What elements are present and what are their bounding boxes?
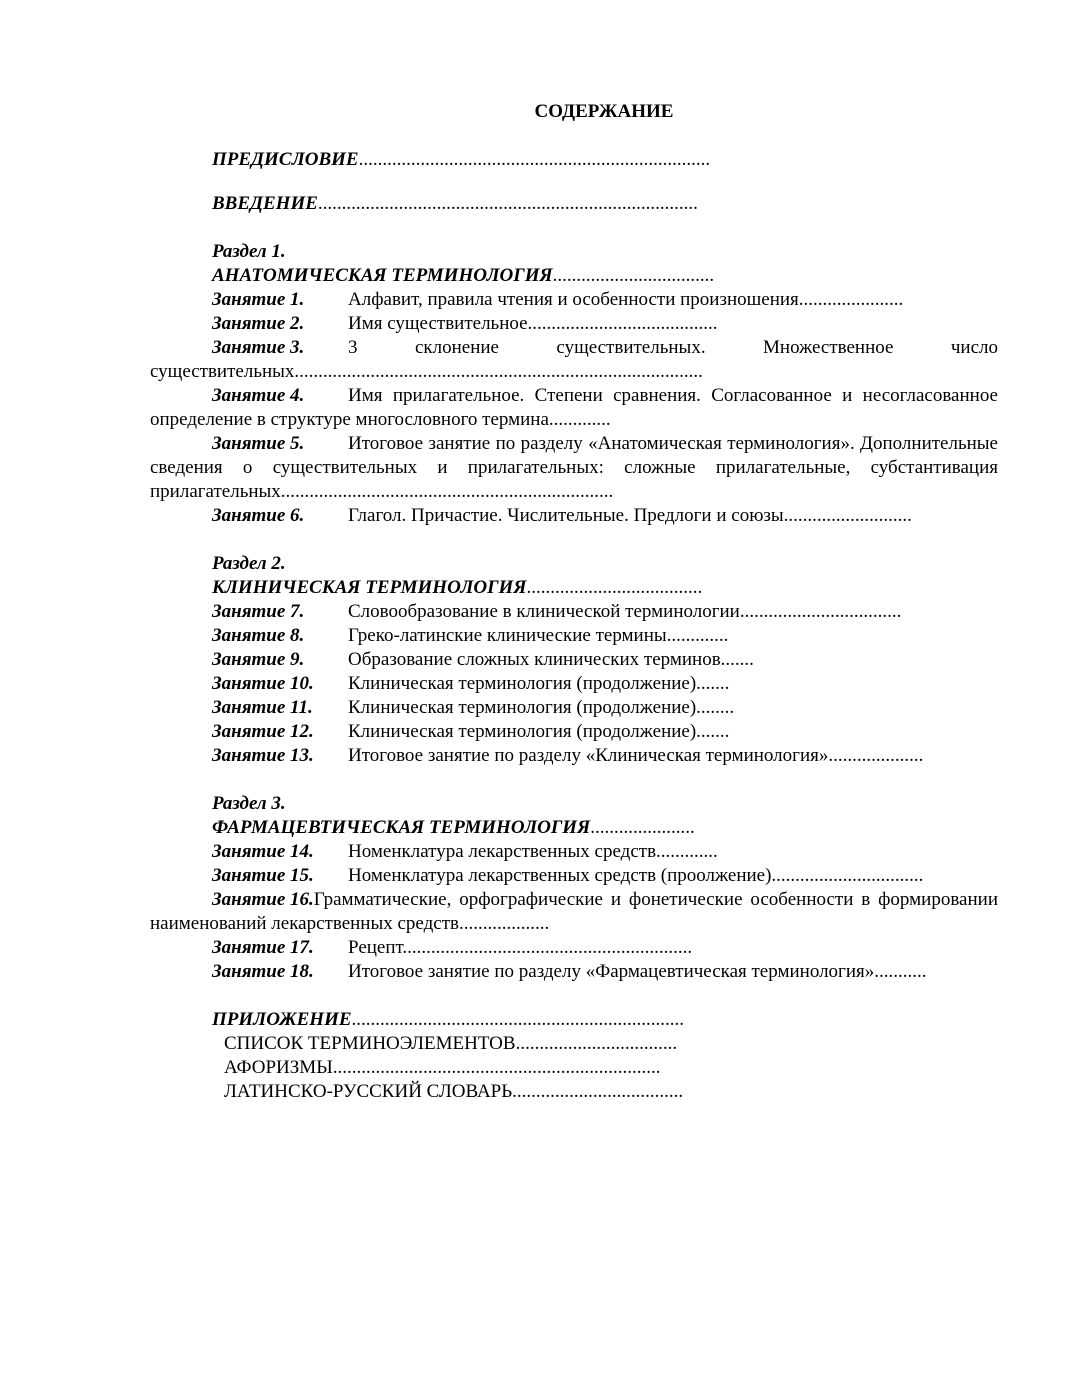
lesson-item [212, 744, 998, 768]
lesson-label: Занятие 8. [212, 625, 305, 646]
lesson-label: Занятие 7. [212, 601, 305, 622]
lesson-item [212, 696, 998, 720]
lesson-label: Занятие 4. [212, 385, 305, 406]
lesson-item [212, 720, 998, 744]
lesson-label: Занятие 5. [212, 433, 305, 454]
appendix-label: ПРИЛОЖЕНИЕ [212, 1009, 352, 1030]
lesson-label: Занятие 9. [212, 649, 305, 670]
section-title: ФАРМАЦЕВТИЧЕСКАЯ ТЕРМИНОЛОГИЯ [212, 817, 591, 838]
appendix-dots: ...................................................................... [351, 1009, 685, 1030]
lesson-item [212, 936, 998, 960]
table-of-contents [150, 148, 998, 1104]
lesson-text: Клиническая терминология (продолжение)....... [348, 673, 730, 694]
page-title: СОДЕРЖАНИЕ [534, 101, 674, 122]
lesson-item [150, 888, 998, 936]
lesson-item [212, 624, 998, 648]
lesson-label: Занятие 3. [212, 337, 305, 358]
lesson-text: 3 склонение существительных. Множественное число существительных...................................................................................... [150, 337, 998, 382]
section-title: АНАТОМИЧЕСКАЯ ТЕРМИНОЛОГИЯ [212, 265, 553, 286]
lesson-label: Занятие 16. [212, 889, 314, 910]
section-2 [150, 552, 998, 768]
section-label: Раздел 2. [212, 553, 286, 574]
lesson-text: Рецепт............................................................. [348, 937, 693, 958]
lesson-text: Итоговое занятие по разделу «Анатомическая терминология». Дополнительные сведения о существительных и прилагательных: сложные прилагательные, субстантивация прилагательных...................................................................... [150, 433, 998, 502]
intro-label: ВВЕДЕНИЕ [212, 193, 318, 214]
section-title-row [212, 264, 998, 288]
lesson-label: Занятие 12. [212, 721, 314, 742]
lesson-label: Занятие 15. [212, 865, 314, 886]
lesson-item [212, 312, 998, 336]
lesson-label: Занятие 6. [212, 505, 305, 526]
lesson-label: Занятие 18. [212, 961, 314, 982]
lesson-item [150, 432, 998, 504]
lesson-text: Итоговое занятие по разделу «Клиническая терминология».................... [348, 745, 924, 766]
lesson-label: Занятие 17. [212, 937, 314, 958]
lesson-item [150, 336, 998, 384]
lesson-label: Занятие 2. [212, 313, 305, 334]
preface-label: ПРЕДИСЛОВИЕ [212, 149, 359, 170]
lesson-text: Клиническая терминология (продолжение)....... [348, 721, 730, 742]
lesson-item [212, 504, 998, 528]
lesson-item [212, 672, 998, 696]
lesson-text: Словообразование в клинической терминологии.................................. [348, 601, 902, 622]
section-title-row [212, 816, 998, 840]
lesson-text: Глагол. Причастие. Числительные. Предлоги и союзы........................... [348, 505, 912, 526]
lesson-item [212, 648, 998, 672]
section-label: Раздел 1. [212, 241, 286, 262]
appendix-item: АФОРИЗМЫ..................................................................... [224, 1057, 661, 1078]
lesson-text: Номенклатура лекарственных средств............. [348, 841, 718, 862]
lesson-text: Итоговое занятие по разделу «Фармацевтическая терминология»........... [348, 961, 927, 982]
section-title-row [212, 576, 998, 600]
section-dots: ...................... [590, 817, 695, 838]
section-label: Раздел 3. [212, 793, 286, 814]
section-3 [150, 792, 998, 984]
lesson-item [212, 600, 998, 624]
preface-dots: .......................................................................... [358, 149, 711, 170]
toc-intro [212, 192, 998, 216]
section-dots: .................................. [552, 265, 715, 286]
section-1 [150, 240, 998, 528]
section-title: КЛИНИЧЕСКАЯ ТЕРМИНОЛОГИЯ [212, 577, 527, 598]
lesson-label: Занятие 1. [212, 289, 305, 310]
lesson-text: Имя прилагательное. Степени сравнения. Согласованное и несогласованное определение в структуре многословного термина............. [150, 385, 998, 430]
lesson-text: Клиническая терминология (продолжение)........ [348, 697, 735, 718]
lesson-text: Греко-латинские клинические термины............. [348, 625, 729, 646]
toc-preface [212, 148, 998, 172]
appendix [150, 1008, 998, 1104]
lesson-item [212, 288, 998, 312]
appendix-item: СПИСОК ТЕРМИНОЭЛЕМЕНТОВ.................................. [224, 1033, 678, 1054]
lesson-item [150, 384, 998, 432]
lesson-item [212, 840, 998, 864]
section-dots: ..................................... [526, 577, 703, 598]
lesson-text: Грамматические, орфографические и фонетические особенности в формировании наименований лекарственных средств................... [150, 889, 998, 934]
lesson-text: Имя существительное........................................ [348, 313, 718, 334]
appendix-title-row [212, 1008, 998, 1032]
lesson-item [212, 960, 998, 984]
lesson-text: Алфавит, правила чтения и особенности произношения...................... [348, 289, 904, 310]
lesson-item [212, 864, 998, 888]
lesson-label: Занятие 14. [212, 841, 314, 862]
lesson-label: Занятие 10. [212, 673, 314, 694]
lesson-text: Номенклатура лекарственных средств (проолжение)................................ [348, 865, 924, 886]
appendix-item: ЛАТИНСКО-РУССКИЙ СЛОВАРЬ.................................... [224, 1081, 684, 1102]
lesson-text: Образование сложных клинических терминов....... [348, 649, 754, 670]
intro-dots: ................................................................................ [317, 193, 698, 214]
lesson-label: Занятие 11. [212, 697, 313, 718]
lesson-label: Занятие 13. [212, 745, 314, 766]
